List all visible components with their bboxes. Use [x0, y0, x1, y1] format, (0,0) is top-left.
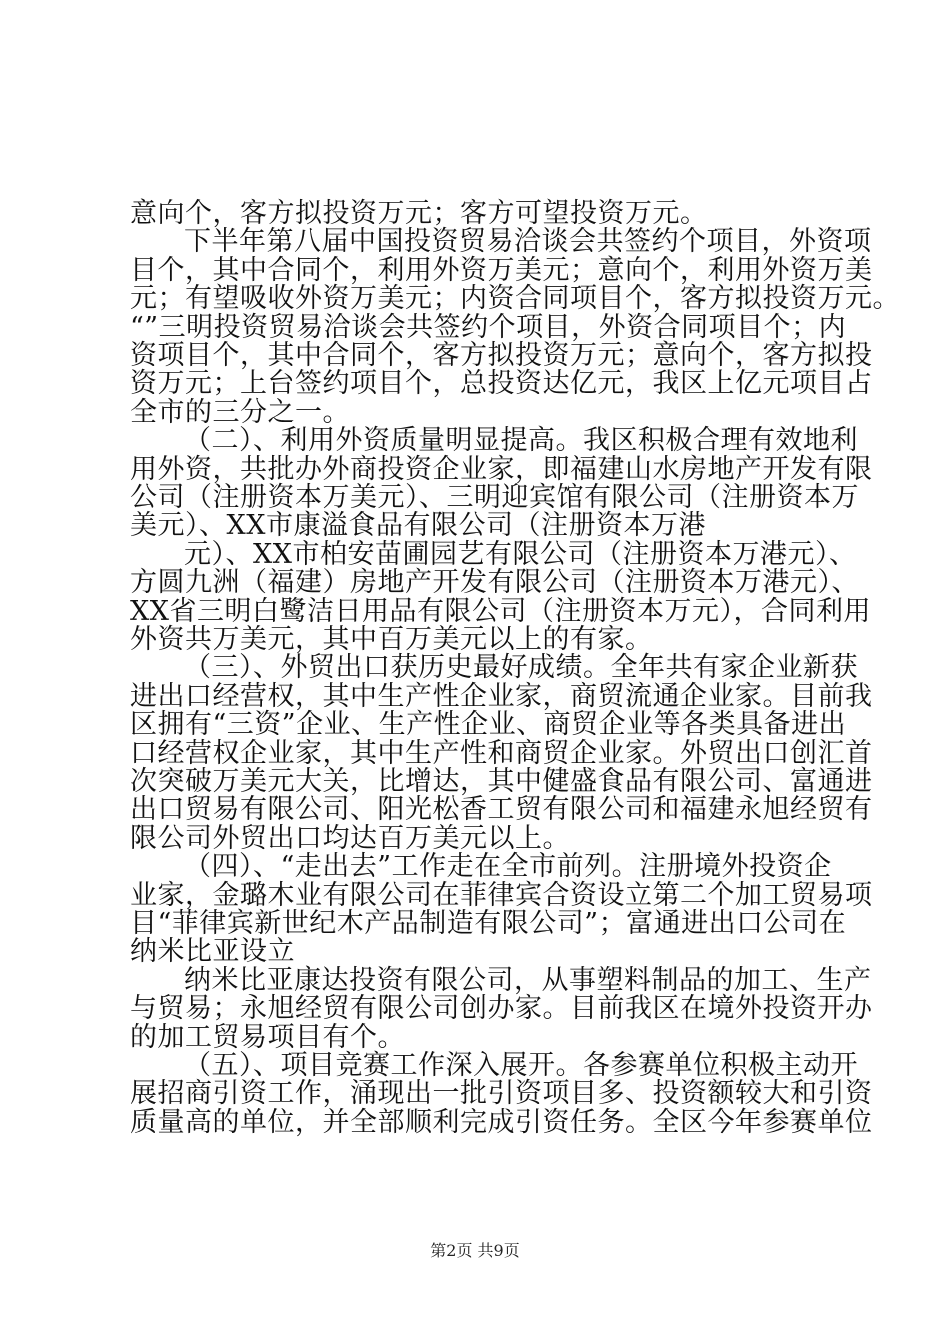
text-line: 资万元；上台签约项目个，总投资达亿元，我区上亿元项目占 — [130, 368, 873, 399]
text-line: （二）、利用外资质量明显提高。我区积极合理有效地利 — [184, 425, 858, 456]
text-line: XX省三明白鹭洁日用品有限公司（注册资本万元），合同利用 — [130, 596, 871, 627]
text-line: 的加工贸易项目有个。 — [130, 1022, 405, 1053]
text-line: 质量高的单位，并全部顺利完成引资任务。全区今年参赛单位 — [130, 1107, 873, 1138]
text-line: 方圆九洲（福建）房地产开发有限公司（注册资本万港元）、 — [130, 567, 859, 598]
text-line: 展招商引资工作，涌现出一批引资项目多、投资额较大和引资 — [130, 1078, 873, 1109]
text-line: 口经营权企业家，其中生产性和商贸企业家。外贸出口创汇首 — [130, 738, 873, 769]
text-line: “”三明投资贸易洽谈会共签约个项目，外资合同项目个；内 — [130, 312, 847, 343]
text-line: （五）、项目竞赛工作深入展开。各参赛单位积极主动开 — [184, 1050, 858, 1081]
text-line: 与贸易；永旭经贸有限公司创办家。目前我区在境外投资开办 — [130, 993, 873, 1024]
text-line: 纳米比亚设立 — [130, 936, 295, 967]
text-line: 限公司外贸出口均达百万美元以上。 — [130, 823, 570, 854]
text-line: （三）、外贸出口获历史最好成绩。全年共有家企业新获 — [184, 652, 858, 683]
text-line: 区拥有“三资”企业、生产性企业、商贸企业等各类具备进出 — [130, 709, 847, 740]
text-line: 下半年第八届中国投资贸易洽谈会共签约个项目，外资项 — [184, 226, 872, 257]
text-line: 元；有望吸收外资万美元；内资合同项目个，客方拟投资万元。 — [130, 283, 900, 314]
text-line: 目“菲律宾新世纪木产品制造有限公司”；富通进出口公司在 — [130, 908, 847, 939]
text-line: 目个，其中合同个，利用外资万美元；意向个，利用外资万美 — [130, 255, 873, 286]
text-line: 出口贸易有限公司、阳光松香工贸有限公司和福建永旭经贸有 — [130, 794, 873, 825]
text-line: 外资共万美元，其中百万美元以上的有家。 — [130, 624, 653, 655]
text-line: 业家，金璐木业有限公司在菲律宾合资设立第二个加工贸易项 — [130, 880, 873, 911]
text-line: 资项目个，其中合同个，客方拟投资万元；意向个，客方拟投 — [130, 340, 873, 371]
text-line: 美元）、XX市康溢食品有限公司（注册资本万港 — [130, 510, 706, 541]
text-line: 次突破万美元大关，比增达，其中健盛食品有限公司、富通进 — [130, 766, 873, 797]
text-line: 纳米比亚康达投资有限公司，从事塑料制品的加工、生产 — [184, 965, 872, 996]
text-line: 公司（注册资本万美元）、三明迎宾馆有限公司（注册资本万 — [130, 482, 859, 513]
text-line: 进出口经营权，其中生产性企业家，商贸流通企业家。目前我 — [130, 681, 873, 712]
text-line: 用外资，共批办外商投资企业家，即福建山水房地产开发有限 — [130, 454, 873, 485]
text-line: （四）、“走出去”工作走在全市前列。注册境外投资企 — [184, 851, 832, 882]
text-line: 意向个，客方拟投资万元；客方可望投资万元。 — [130, 198, 708, 229]
text-line: 全市的三分之一。 — [130, 397, 350, 428]
page-number: 第2页 共9页 — [430, 1241, 520, 1260]
text-line: 元）、XX市柏安苗圃园艺有限公司（注册资本万港元）、 — [184, 539, 857, 570]
